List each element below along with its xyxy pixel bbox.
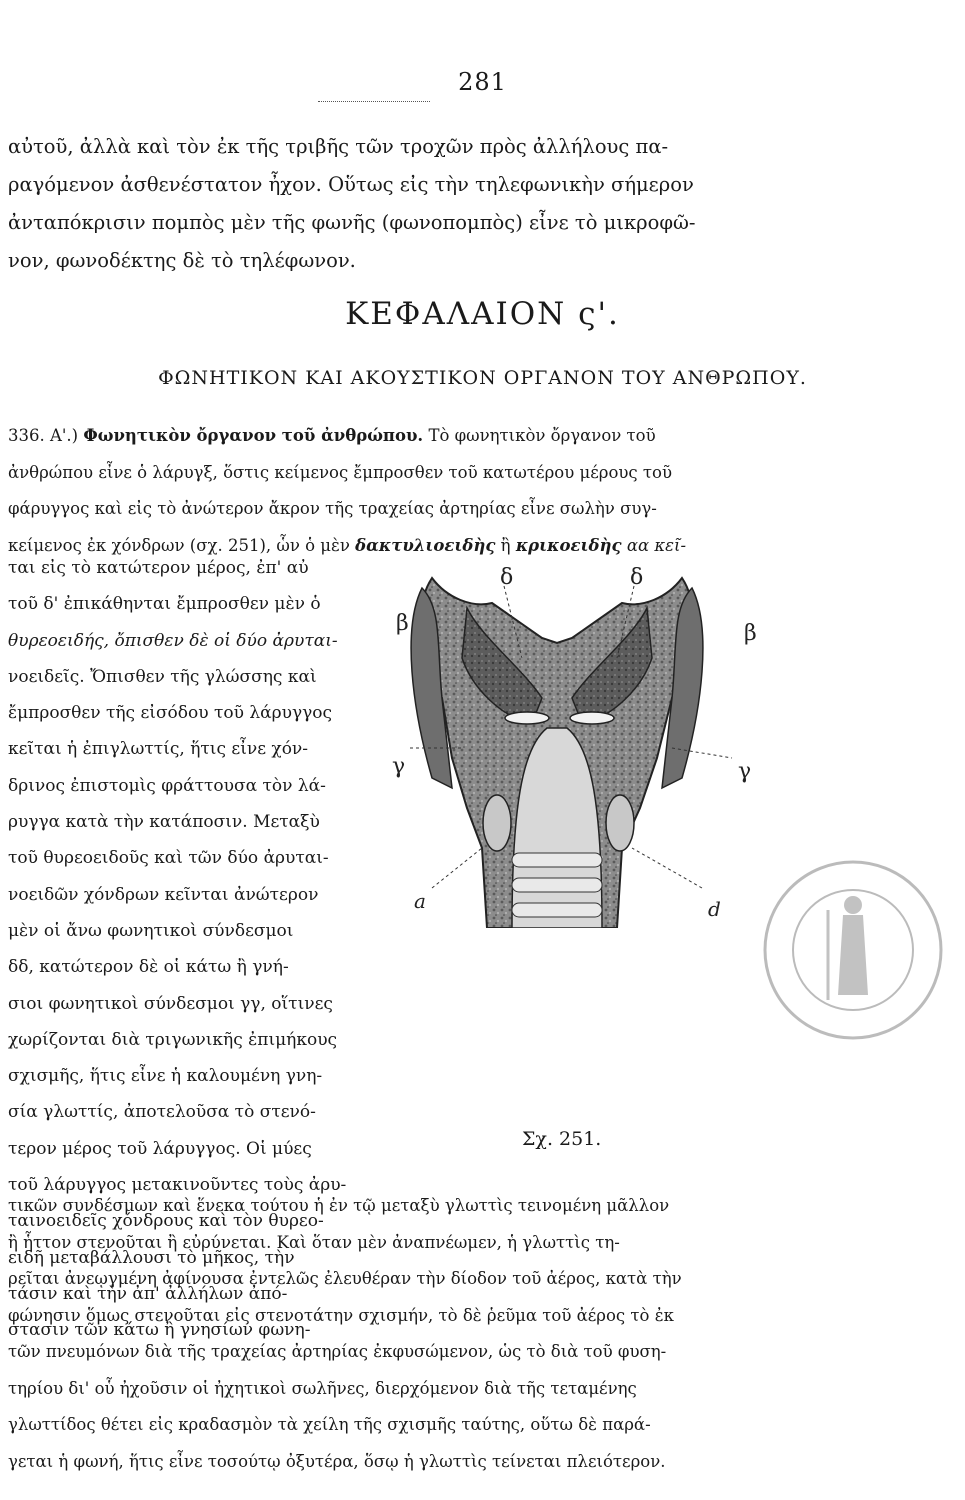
text-line: ται εἰς τὸ κατώτερον μέρος, ἐπ' αὐ	[8, 558, 309, 578]
text-line: νον, φωνοδέκτης δὲ τὸ τηλέφωνον.	[8, 249, 356, 272]
text-line: τηρίου δι' οὗ ἠχοῦσιν οἱ ἠχητικοὶ σωλῆνες, διερχόμενον διὰ τῆς τεταμένης	[8, 1378, 637, 1398]
cricoid-left	[483, 795, 511, 851]
page-number: 281	[458, 68, 507, 96]
ventricle-right	[570, 712, 614, 724]
label-gamma-right: γ	[738, 759, 752, 784]
text-line: αὐτοῦ, ἀλλὰ καὶ τὸν ἐκ τῆς τριβῆς τῶν τροχῶν πρὸς ἀλλήλους πα-	[8, 135, 669, 158]
label-delta-left: δ	[500, 565, 514, 590]
text-line: νοειδῶν χόνδρων κεῖνται ἀνώτερον	[8, 884, 319, 905]
text-line: κεῖται ἡ ἐπιγλωττίς, ἥτις εἶνε χόν-	[8, 739, 309, 760]
text-line: τοῦ δ' ἐπικάθηνται ἔμπροσθεν μὲν ὁ	[8, 594, 321, 615]
label-a-left: a	[414, 889, 426, 913]
section-number: 336. Α'.)	[8, 426, 79, 445]
text-line: ταινοειδεῖς χόνδρους καὶ τὸν θυρεο-	[8, 1211, 324, 1232]
tracheal-ring	[512, 903, 602, 917]
text-line: ἀνθρώπου εἶνε ὁ λάρυγξ, ὅστις κείμενος ἔμπροσθεν τοῦ κατωτέρου μέρους τοῦ	[8, 462, 672, 482]
text-line: ρυγγα κατὰ τὴν κατάποσιν. Μεταξὺ	[8, 812, 320, 833]
chapter-subtitle: ΦΩΝΗΤΙΚΟΝ ΚΑΙ ΑΚΟΥΣΤΙΚΟΝ ΟΡΓΑΝΟΝ ΤΟΥ ΑΝΘΡΩΠΟΥ.	[158, 367, 807, 389]
larynx-figure	[372, 548, 767, 928]
library-stamp	[758, 855, 948, 1045]
text-line: σία γλωττίς, ἀποτελοῦσα τὸ στενό-	[8, 1102, 316, 1123]
text-line: φώνησιν ὅμως στενοῦται εἰς στενοτάτην σχισμήν, τὸ δὲ ῥεῦμα τοῦ ἀέρος τὸ ἐκ	[8, 1305, 674, 1325]
term-krikoeides: κρικοειδὴς	[515, 535, 622, 555]
text-fragment: κείμενος ἐκ χόνδρων (σχ. 251), ὧν ὁ μὲν	[8, 535, 350, 555]
bottom-paragraph	[8, 1188, 798, 1480]
text-line: τερον μέρος τοῦ λάρυγγος. Οἱ μύες	[8, 1138, 312, 1159]
text-line: τοῦ λάρυγγος μετακινοῦντες τοὺς ἀρυ-	[8, 1175, 347, 1196]
section-text: Τὸ φωνητικὸν ὄργανον τοῦ	[428, 426, 656, 445]
section-heading: Φωνητικὸν ὄργανον τοῦ ἀνθρώπου.	[83, 426, 424, 445]
section-first-line	[8, 418, 788, 455]
page-number-rule	[318, 101, 430, 102]
text-line: σιοι φωνητικοὶ σύνδεσμοι γγ, οἵτινες	[8, 993, 333, 1014]
ventricle-left	[505, 712, 549, 724]
section-intro	[8, 418, 788, 564]
text-line: μὲν οἱ ἄνω φωνητικοὶ σύνδεσμοι	[8, 920, 294, 941]
text-line: ραγόμενον ἀσθενέστατον ἦχον. Οὕτως εἰς τὴν τηλεφωνικὴν σήμερον	[8, 173, 694, 196]
label-a-right: d	[708, 897, 721, 921]
intro-paragraph	[8, 128, 768, 280]
text-fragment: αα κεῖ-	[626, 535, 687, 555]
label-delta-right: δ	[630, 565, 644, 590]
tracheal-ring	[512, 853, 602, 867]
text-line: ἢ ἧττον στενοῦται ἢ εὐρύνεται. Καὶ ὅταν μὲν ἀναπνέωμεν, ἡ γλωττὶς τη-	[8, 1232, 620, 1252]
leader-line	[432, 848, 482, 888]
text-line: ρεῖται ἀνεῳγμένη ἀφίνουσα ἐντελῶς ἐλευθέραν τὴν δίοδον τοῦ ἀέρος, κατὰ τὴν	[8, 1269, 682, 1288]
text-line: στασιν τῶν κάτω ἢ γνησίων φωνη-	[8, 1320, 311, 1341]
text-line: νοειδεῖς. Ὄπισθεν τῆς γλώσσης καὶ	[8, 666, 317, 687]
tracheal-ring	[512, 878, 602, 892]
label-beta-left: β	[396, 611, 409, 636]
text-line: θυρεοειδής, ὄπισθεν δὲ οἱ δύο ἀρυται-	[8, 630, 338, 651]
text-line: χωρίζονται διὰ τριγωνικῆς ἐπιμήκους	[8, 1029, 338, 1050]
text-fragment: ἢ	[500, 535, 511, 555]
text-line: φάρυγγος καὶ εἰς τὸ ἀνώτερον ἄκρον τῆς τραχείας ἀρτηρίας εἶνε σωλὴν συγ-	[8, 499, 657, 518]
text-line: τοῦ θυρεοειδοῦς καὶ τῶν δύο ἀρυται-	[8, 848, 329, 869]
leader-line	[632, 848, 702, 888]
text-line: ἔμπροσθεν τῆς εἰσόδου τοῦ λάρυγγος	[8, 703, 333, 724]
figure-caption: Σχ. 251.	[522, 1128, 602, 1150]
text-line: σχισμῆς, ἥτις εἶνε ἡ καλουμένη γνη-	[8, 1066, 323, 1087]
text-line: ειδῆ μεταβάλλουσι τὸ μῆκος, τὴν	[8, 1247, 295, 1268]
text-line: δρινος ἐπιστομὶς φράττουσα τὸν λά-	[8, 775, 326, 796]
text-line: δδ, κατώτερον δὲ οἱ κάτω ἢ γνή-	[8, 957, 289, 978]
cricoid-right	[606, 795, 634, 851]
text-line: γλωττίδος θέτει εἰς κραδασμὸν τὰ χείλη τῆς σχισμῆς ταύτης, οὕτω δὲ παρά-	[8, 1415, 651, 1434]
text-line: τῶν πνευμόνων διὰ τῆς τραχείας ἀρτηρίας ἐκφυσώμενον, ὡς τὸ διὰ τοῦ φυση-	[8, 1342, 667, 1361]
label-gamma-left: γ	[392, 754, 406, 779]
chapter-title: ΚΕΦΑΛΑΙΟΝ ς'.	[345, 296, 620, 332]
text-line: τικῶν συνδέσμων καὶ ἕνεκα τούτου ἡ ἐν τῷ μεταξὺ γλωττὶς τεινομένη μᾶλλον	[8, 1196, 670, 1215]
label-beta-right: β	[744, 621, 757, 646]
text-line: τάσιν καὶ τὴν ἀπ' ἀλλήλων ἀπό-	[8, 1283, 288, 1304]
term-daktylioeides: δακτυλιοειδὴς	[355, 535, 496, 555]
text-line: ἀνταπόκρισιν πομπὸς μὲν τῆς φωνῆς (φωνοπομπὸς) εἶνε τὸ μικροφῶ-	[8, 211, 696, 234]
text-line: γεται ἡ φωνή, ἥτις εἶνε τοσούτῳ ὀξυτέρα, ὅσῳ ἡ γλωττὶς τείνεται πλειότερον.	[8, 1451, 666, 1471]
